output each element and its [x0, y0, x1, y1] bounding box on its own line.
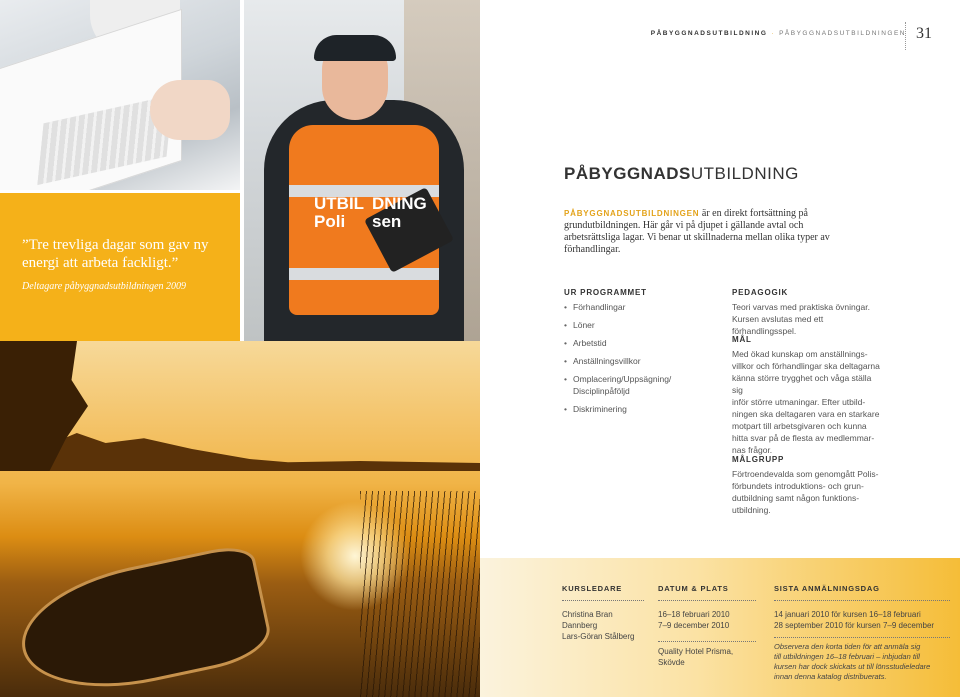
list-item: • Anställningsvillkor: [564, 356, 641, 366]
datum-heading: DATUM & PLATS: [658, 584, 756, 601]
running-header: PÅBYGGNADSUTBILDNING · PÅBYGGNADSUTBILDNINGEN: [650, 30, 906, 37]
list-item: • Förhandlingar: [564, 302, 626, 312]
mal-section: MÅL Med ökad kunskap om anställnings- villkor och förhandlingar ska deltagarna känna större trygghet och våga ställa sig inför större utmaningar. Efter utbild- ningen ska deltagaren vara en starkare motpart till arbetsgivaren och kunna hitta svar på de flesta av medlemmar- nas frågor.: [732, 335, 880, 455]
program-heading: UR PROGRAMMET: [564, 288, 647, 297]
laptop-photo: [0, 0, 240, 190]
intro-paragraph: PÅBYGGNADSUTBILDNINGEN är en direkt fortsättning på grundutbildningen. Här går vi på djupet i gällande avtal och arbetsrättsliga lagar. Vi benar ut skillnaderna mellan olika typer av förhandlingar.: [564, 208, 830, 255]
header-divider: [905, 22, 906, 50]
kursledare-heading: KURSLEDARE: [562, 584, 644, 601]
list-item: • Omplacering/Uppsägning/ Disciplinpåföljd: [564, 374, 672, 396]
sista-note: Observera den korta tiden för att anmäla sig till utbildningen 16–18 februari – inbjudan till kursen har dock skickats ut till lönsstudieledare innan denna katalog distribuerats.: [774, 637, 950, 682]
lake-sunset-photo: [0, 341, 480, 697]
list-item: • Löner: [564, 320, 595, 330]
malgrupp-section: MÅLGRUPP Förtroendevalda som genomgått Polis- förbundets introduktions- och grun- dutbildning samt någon funktions- utbildning.: [732, 455, 879, 515]
police-officer-photo: [244, 0, 480, 341]
course-info-band: [480, 558, 960, 697]
page-number: 31: [916, 25, 932, 42]
vest-label-right: DNING sen: [372, 194, 427, 231]
datum-column: DATUM & PLATS 16–18 februari 2010 7–9 december 2010 Quality Hotel Prisma, Skövde: [658, 584, 756, 668]
sista-heading: SISTA ANMÄLNINGSDAG: [774, 584, 950, 601]
pedagogik-section: PEDAGOGIK Teori varvas med praktiska övningar. Kursen avslutas med ett förhandlingsspel.: [732, 288, 880, 337]
list-item: • Diskriminering: [564, 404, 627, 414]
sista-column: SISTA ANMÄLNINGSDAG 14 januari 2010 för kursen 16–18 februari 28 september 2010 för kursen 7–9 december Observera den korta tiden för att anmäla sig till utbildningen 16–18 februari – inbjudan till kursen har dock skickats ut till lönsstudieledare innan denna katalog distribuerats.: [774, 584, 950, 682]
kursledare-column: KURSLEDARE Christina Bran Dannberg Lars-Göran Stålberg: [562, 584, 644, 642]
quote-source: Deltagare påbyggnadsutbildningen 2009: [22, 281, 187, 292]
malgrupp-heading: MÅLGRUPP: [732, 455, 785, 464]
list-item: • Arbetstid: [564, 338, 607, 348]
mal-heading: MÅL: [732, 335, 752, 344]
pull-quote: ”Tre trevliga dagar som gav ny energi att arbeta fackligt.”: [22, 237, 209, 271]
vest-label-left: UTBIL Poli: [314, 194, 365, 231]
pedagogik-heading: PEDAGOGIK: [732, 288, 789, 297]
program-list: [564, 301, 724, 421]
page-title: PÅBYGGNADSUTBILDNING: [564, 164, 799, 183]
datum-place: Quality Hotel Prisma, Skövde: [658, 641, 756, 668]
